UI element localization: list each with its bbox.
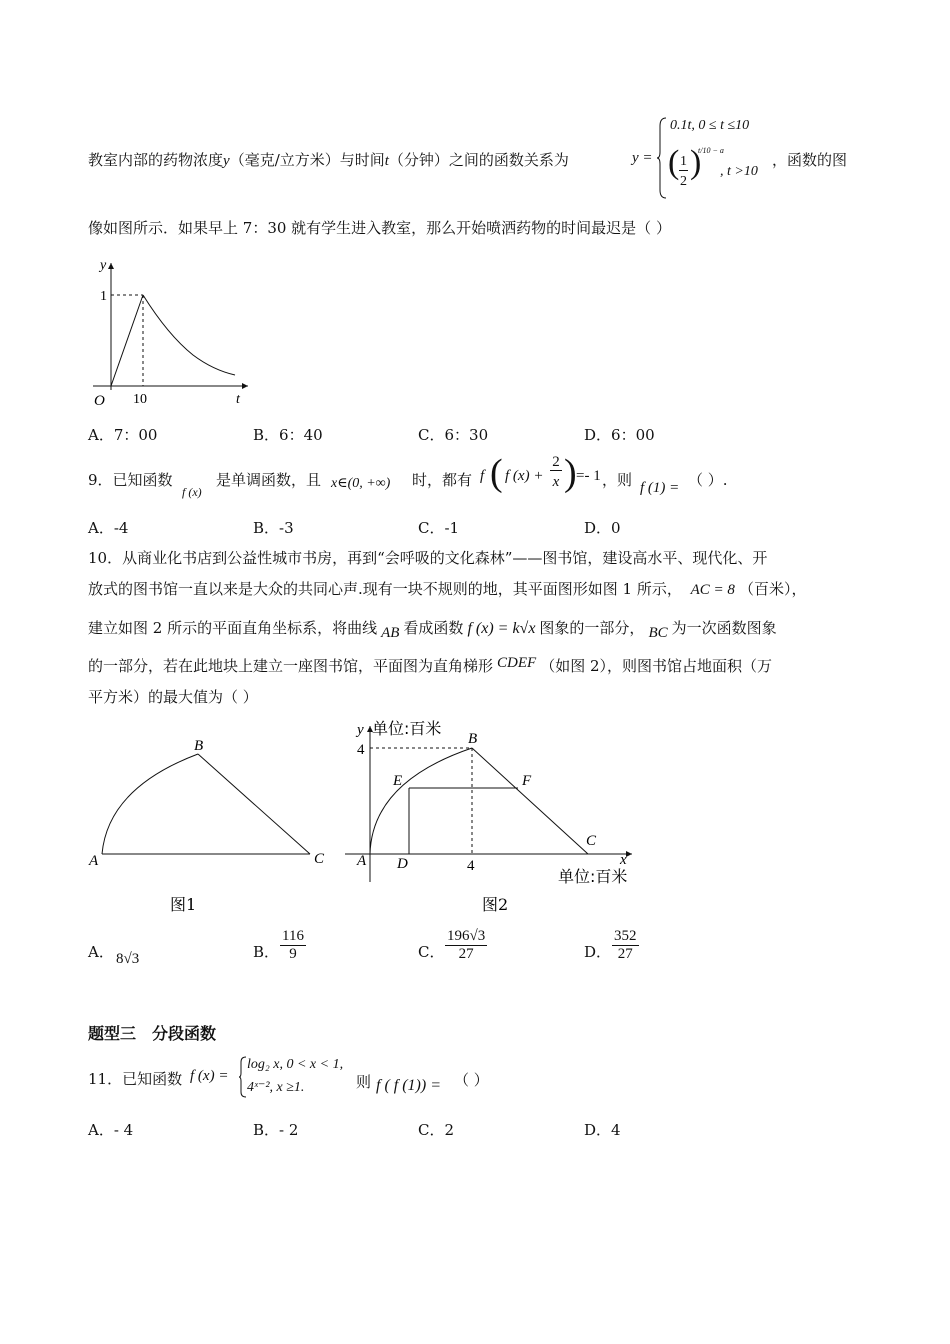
q11-then: 则 (356, 1073, 372, 1091)
q10-line2: 放式的图书馆一直以来是大众的共同心声.现有一块不规则的地，其平面图形如图 1 所示， AC = 8 （百米）， (88, 580, 807, 598)
fig2-tick-x: 4 (467, 858, 475, 874)
fig2-label-f: F (522, 773, 532, 789)
section-heading: 题型三 分段函数 (88, 1024, 217, 1043)
q8-y-label: y (100, 258, 107, 273)
fig2-label-a: A (357, 853, 367, 869)
fig1-label-c: C (314, 851, 325, 867)
fig1-curve-ab (102, 754, 198, 854)
fig2-label-c: C (586, 833, 597, 849)
q10-option-d[interactable]: D． (584, 943, 612, 961)
q10-option-a[interactable]: A． (88, 943, 114, 961)
q8-option-d[interactable]: D．6：00 (584, 426, 655, 444)
q8-line2: 像如图所示．如果早上 7：30 就有学生进入教室，那么开始喷洒药物的时间最迟是（ ） (88, 219, 671, 237)
fig2-label-e: E (393, 773, 403, 789)
q11-option-c[interactable]: C．2 (418, 1121, 455, 1139)
q8-origin-label: O (94, 393, 105, 409)
q11-prefix: 11．已知函数 (88, 1070, 183, 1088)
fig2-curve-ab (370, 748, 472, 854)
fig2-caption: 图2 (482, 895, 509, 914)
q9-end: （ ）. (688, 471, 728, 489)
q11-option-d[interactable]: D．4 (584, 1121, 621, 1139)
q8-decay-curve (143, 295, 235, 375)
q10-figure1 (88, 728, 338, 923)
q9-option-a[interactable]: A．-4 (88, 519, 129, 537)
q11-piece1: log₂ x, 0 < x < 1, (247, 1057, 344, 1072)
q11-ask: f ( f (1)) = (376, 1077, 441, 1094)
q9-equation: f ( f (x) + 2 x ) =- 1 (480, 452, 601, 494)
q10-option-d-fraction: $\frac{352}{27}$ (614, 928, 637, 962)
q8-graph (88, 255, 258, 415)
q11-option-a[interactable]: A．- 4 (88, 1121, 134, 1139)
q9-domain: x∈(0, +∞) (331, 476, 391, 491)
fig2-line-bc (472, 748, 588, 854)
q11-end: （ ） (454, 1071, 489, 1089)
q10-line5: 平方米）的最大值为（ ） (88, 688, 258, 706)
q10-option-a-value: 8√3 (116, 951, 140, 967)
q9-mid3: ，则 (602, 471, 633, 489)
q9-mid1: 是单调函数，且 (216, 471, 322, 489)
q8-tick-x: 10 (133, 392, 147, 407)
q10-option-b-fraction: $\frac{116}{9}$ (282, 928, 304, 962)
q9-mid2: 时，都有 (412, 471, 473, 489)
fig1-label-a: A (89, 853, 99, 869)
q9-fx: f (x) (182, 485, 202, 499)
q8-line1-suffix: ，函数的图 (772, 151, 848, 169)
q8-option-c[interactable]: C．6：30 (418, 426, 489, 444)
fig2-label-b: B (468, 731, 478, 747)
q9-option-c[interactable]: C．-1 (418, 519, 460, 537)
q10-option-c-fraction: $\frac{196√3}{27}$ (447, 928, 486, 962)
q10-option-b[interactable]: B． (253, 943, 280, 961)
q10-line4: 的一部分，若在此地块上建立一座图书馆，平面图为直角梯形 CDEF （如图 2），则图书馆占地面积（万 (88, 655, 773, 675)
fig2-unit-y: 单位:百米 (372, 719, 442, 738)
q10-figure2 (340, 712, 650, 923)
q9-ask: f (1) = (640, 480, 680, 496)
fig1-line-bc (198, 754, 310, 854)
q11-option-b[interactable]: B．- 2 (253, 1121, 299, 1139)
q9-option-d[interactable]: D．0 (584, 519, 621, 537)
q9-option-b[interactable]: B．-3 (253, 519, 294, 537)
q11-fx: f (x) = (190, 1068, 229, 1084)
q8-tick-y: 1 (100, 289, 107, 304)
fig2-x-label: x (620, 852, 627, 868)
q10-line3: 建立如图 2 所示的平面直角坐标系，将曲线 AB 看成函数 f (x) = k√x 图象的一部分， BC 为一次函数图象 (88, 619, 777, 641)
q8-rising-segment (111, 295, 143, 386)
fig2-tick-y: 4 (357, 742, 365, 758)
q8-option-a[interactable]: A．7：00 (88, 426, 158, 444)
q9-line: 9．已知函数 (88, 471, 173, 489)
q8-piecewise-formula: y = 0.1t, 0 ≤ t ≤10 ( 1 2 ) t/10 − a , t >10 (632, 112, 772, 202)
fig2-label-d: D (397, 856, 408, 872)
fig1-label-b: B (194, 738, 204, 754)
q8-option-b[interactable]: B．6：40 (253, 426, 323, 444)
q8-x-label: t (236, 392, 240, 407)
fig2-y-label: y (357, 722, 364, 738)
fig2-unit-x: 单位:百米 (558, 867, 628, 886)
q10-line1: 10．从商业化书店到公益性城市书房，再到“会呼吸的文化森林”——图书馆，建设高水平、现代化、开 (88, 549, 768, 567)
q11-piece2: 4ˣ⁻², x ≥1. (247, 1080, 305, 1095)
q10-option-c[interactable]: C． (418, 943, 445, 961)
q8-line1: 教室内部的药物浓度y（毫克/立方米）与时间t（分钟）之间的函数关系为 (88, 151, 569, 169)
fig1-caption: 图1 (170, 895, 197, 914)
